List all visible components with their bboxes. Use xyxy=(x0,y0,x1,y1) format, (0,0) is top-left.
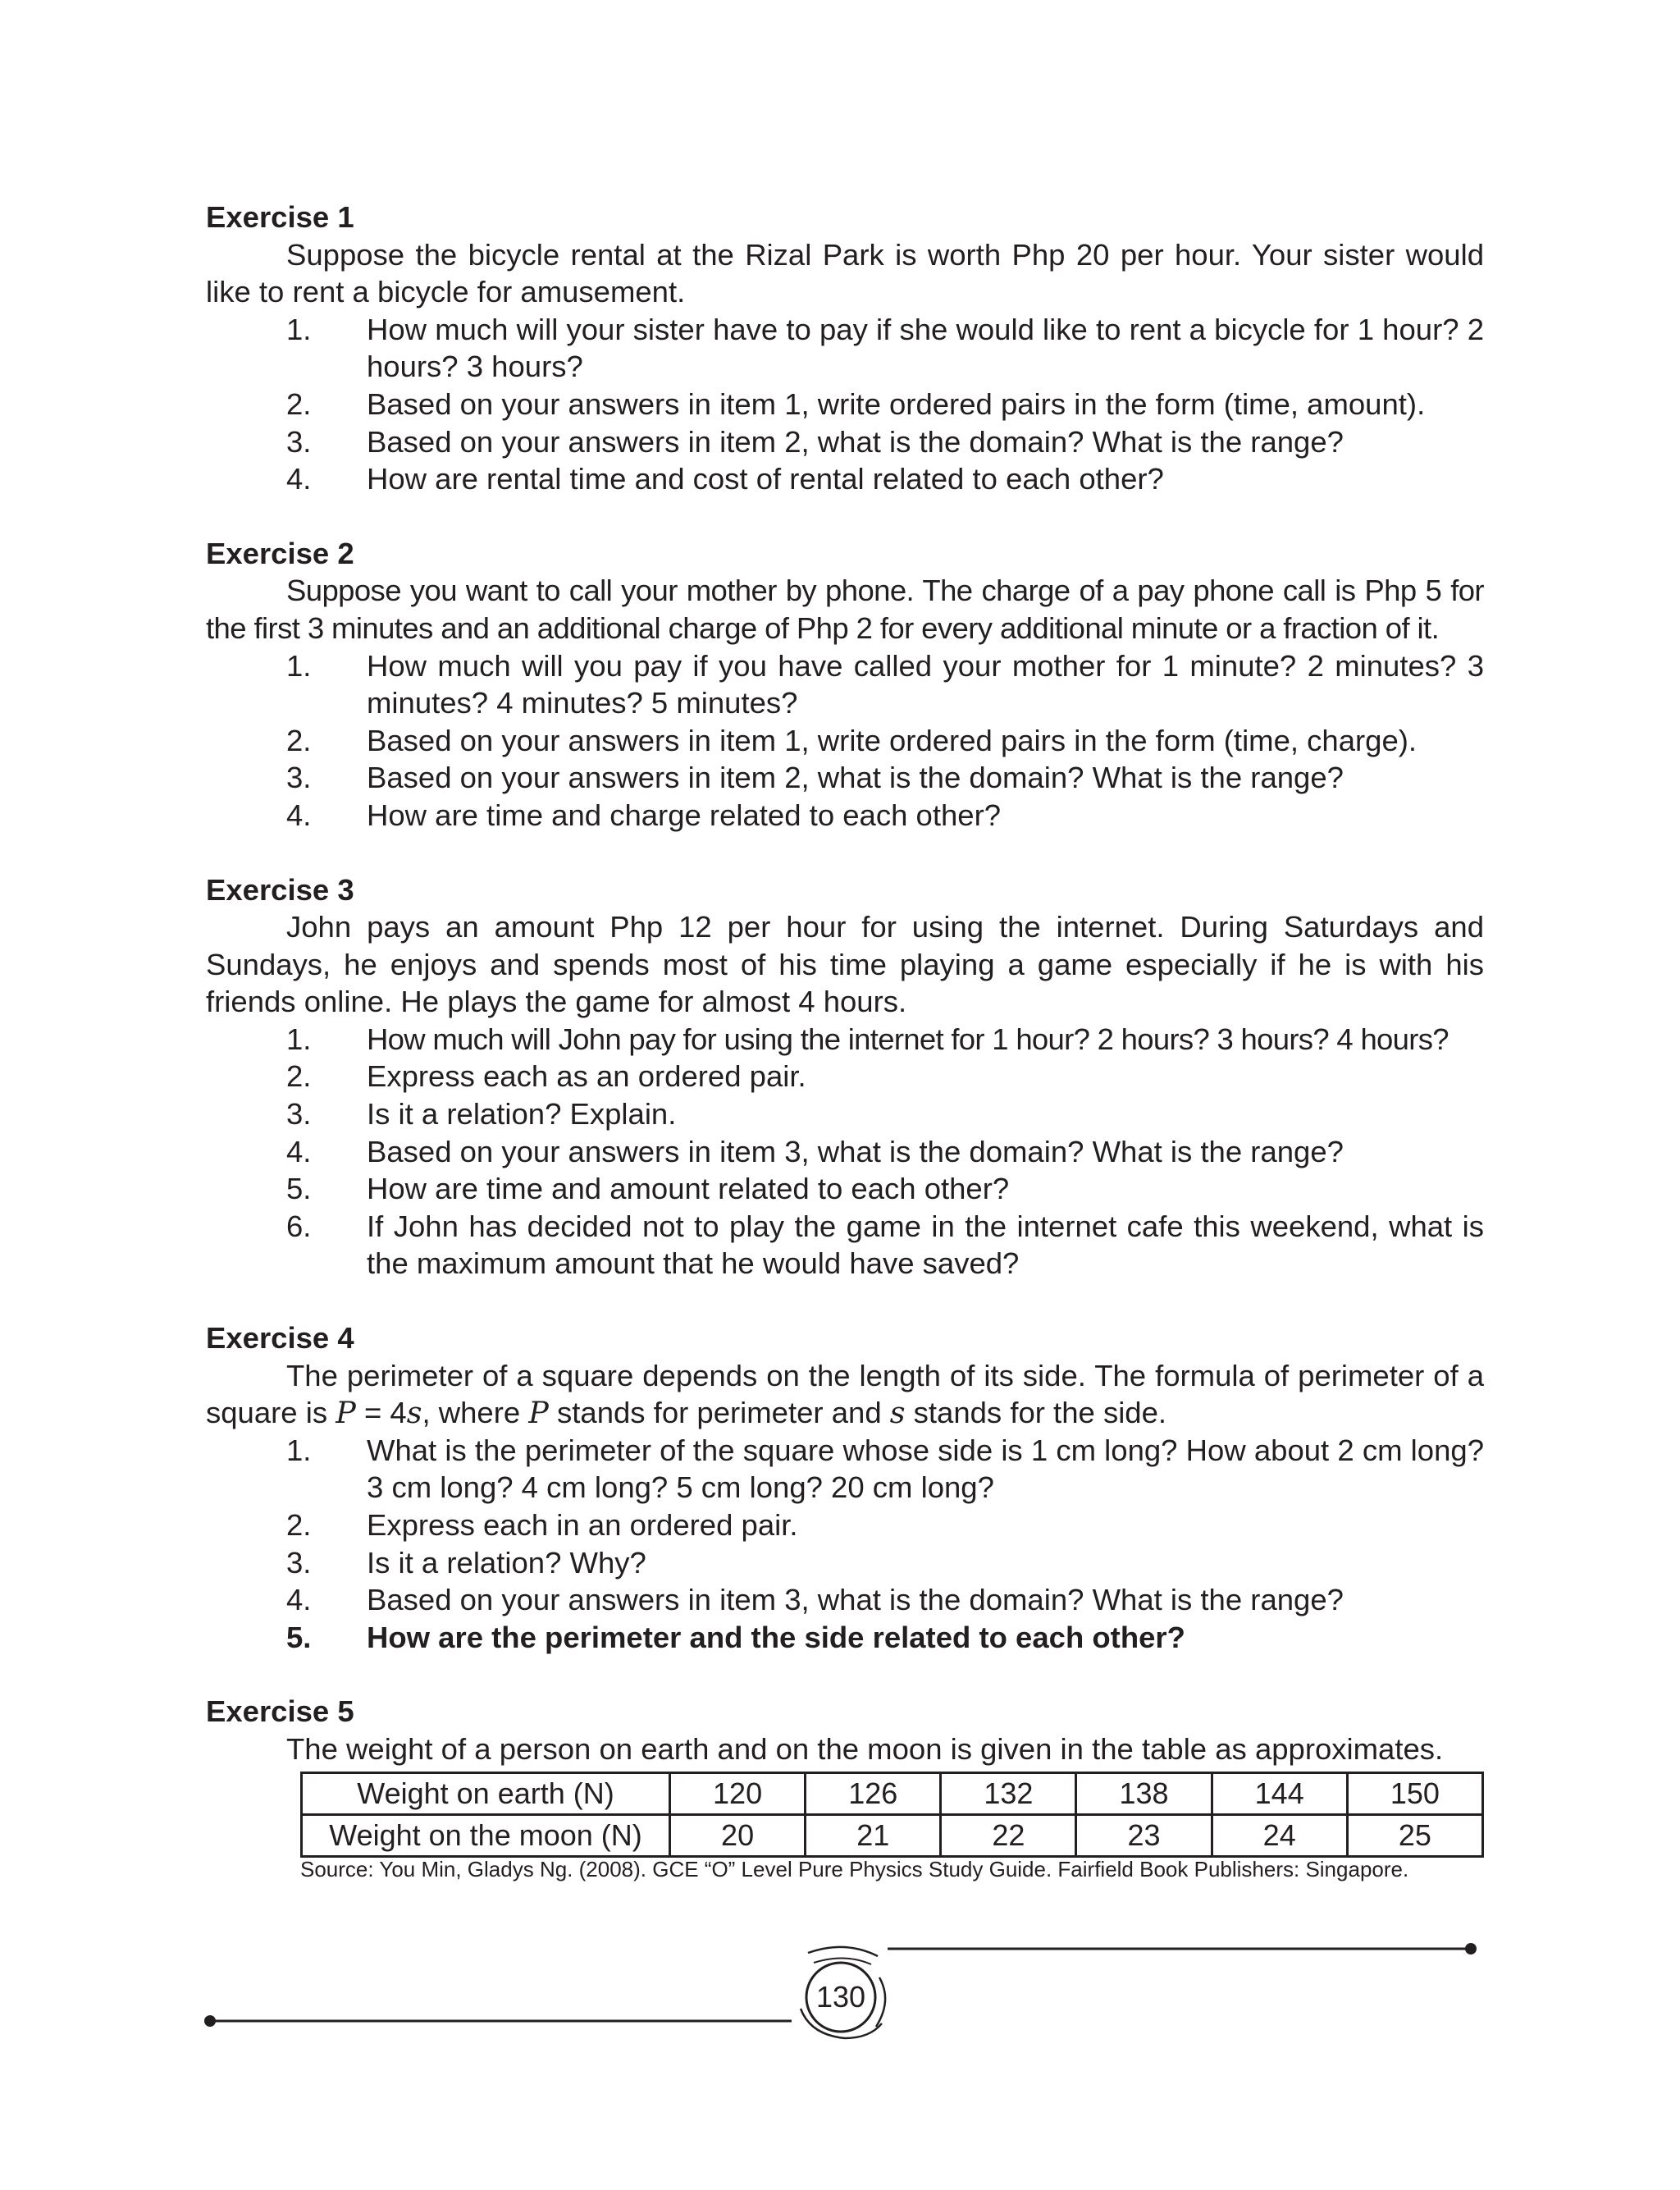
variable-p: P xyxy=(336,1395,356,1431)
item-text: Based on your answers in item 1, write ordered pairs in the form (time, amount). xyxy=(367,386,1426,421)
item-number: 1. xyxy=(286,648,312,683)
item-number: 4. xyxy=(286,462,312,496)
intro-text: stands for the side. xyxy=(905,1396,1167,1430)
item-text: How much will John pay for using the internet for 1 hour? 2 hours? 3 hours? 4 hours? xyxy=(367,1022,1449,1056)
variable-s: s xyxy=(889,1395,906,1431)
list-item xyxy=(206,647,1484,722)
exercise-5 xyxy=(206,1693,1484,1880)
exercise-3 xyxy=(206,871,1484,1283)
variable-s: s xyxy=(406,1395,422,1431)
table-cell: 144 xyxy=(1212,1772,1347,1814)
item-text: How are time and amount related to each other? xyxy=(367,1172,1010,1206)
item-text: What is the perimeter of the square whose side is 1 cm long? How about 2 cm long? 3 cm long? 4 cm long? 5 cm long? 20 cm long? xyxy=(367,1433,1484,1505)
table-row xyxy=(302,1814,1483,1856)
item-text: How are rental time and cost of rental related to each other? xyxy=(367,462,1164,496)
item-number: 3. xyxy=(286,761,312,795)
item-text: Is it a relation? Why? xyxy=(367,1545,646,1580)
item-number: 2. xyxy=(286,1508,312,1542)
item-number: 2. xyxy=(286,1059,312,1094)
item-number: 4. xyxy=(286,1134,312,1168)
list-item xyxy=(206,460,1484,498)
swoosh-arc-top-inner xyxy=(814,1958,871,1964)
table-row xyxy=(302,1772,1483,1814)
list-item xyxy=(206,1581,1484,1619)
exercise-intro: Suppose you want to call your mother by phone. The charge of a pay phone call is Php 5 for the first 3 minutes and an additional charge of Php 2 for every additional minute or a fraction of it. xyxy=(206,574,1484,645)
list-item xyxy=(206,1432,1484,1506)
list-item xyxy=(206,1170,1484,1208)
item-number: 1. xyxy=(286,312,312,346)
item-number: 2. xyxy=(286,386,312,421)
exercise-title: Exercise 1 xyxy=(206,200,354,234)
item-text: Express each as an ordered pair. xyxy=(367,1059,806,1094)
page-number: 130 xyxy=(815,1980,866,2014)
table-row-header: Weight on earth (N) xyxy=(302,1772,670,1814)
page-content xyxy=(206,199,1484,1881)
list-item xyxy=(206,1058,1484,1095)
item-number: 1. xyxy=(286,1022,312,1056)
exercise-title: Exercise 2 xyxy=(206,536,354,570)
table-row-header: Weight on the moon (N) xyxy=(302,1814,670,1856)
table-cell: 126 xyxy=(806,1772,941,1814)
item-text: If John has decided not to play the game in the internet cafe this weekend, what is the maximum amount that he would have saved? xyxy=(367,1209,1484,1281)
list-item xyxy=(206,1095,1484,1133)
table-cell: 21 xyxy=(806,1814,941,1856)
item-number: 4. xyxy=(286,798,312,832)
exercise-intro: John pays an amount Php 12 per hour for using the internet. During Saturdays and Sundays, he enjoys and spends most of his time playing a game especially if he is with his friends online. He plays the game for almost 4 hours. xyxy=(206,910,1484,1019)
item-number: 3. xyxy=(286,1097,312,1132)
item-text: How much will you pay if you have called your mother for 1 minute? 2 minutes? 3 minutes? 4 minutes? 5 minutes? xyxy=(367,648,1484,720)
list-item xyxy=(206,722,1484,760)
item-text: Is it a relation? Explain. xyxy=(367,1097,677,1132)
table-cell: 150 xyxy=(1347,1772,1482,1814)
item-text: Based on your answers in item 1, write ordered pairs in the form (time, charge). xyxy=(367,723,1418,757)
intro-text: stands for perimeter and xyxy=(548,1396,890,1430)
list-item xyxy=(206,1021,1484,1058)
item-number: 2. xyxy=(286,723,312,757)
list-item xyxy=(206,1133,1484,1171)
item-text: How are the perimeter and the side related to each other? xyxy=(367,1620,1185,1654)
item-number: 6. xyxy=(286,1209,312,1243)
exercise-intro xyxy=(206,1357,1484,1432)
table-cell: 24 xyxy=(1212,1814,1347,1856)
list-item xyxy=(206,311,1484,386)
list-item xyxy=(206,1506,1484,1544)
exercise-title: Exercise 4 xyxy=(206,1321,354,1356)
table-cell: 23 xyxy=(1076,1814,1212,1856)
list-item xyxy=(206,423,1484,461)
exercise-title: Exercise 3 xyxy=(206,872,354,907)
item-text: How much will your sister have to pay if she would like to rent a bicycle for 1 hour? 2 hours? 3 hours? xyxy=(367,312,1484,384)
table-cell: 20 xyxy=(670,1814,806,1856)
table-source-citation: Source: You Min, Gladys Ng. (2008). GCE “O” Level Pure Physics Study Guide. Fairfield Book Publishers: Singapore. xyxy=(300,1856,1409,1881)
intro-text: The perimeter of a square depends on the length of its side. The formula of perimeter of a square is xyxy=(206,1358,1484,1430)
item-text: How are time and charge related to each other? xyxy=(367,798,1002,832)
intro-text: = 4 xyxy=(355,1396,407,1430)
table-cell: 138 xyxy=(1076,1772,1212,1814)
item-number: 4. xyxy=(286,1583,312,1617)
swoosh-arc-right xyxy=(876,1977,885,2027)
item-number: 5. xyxy=(286,1172,312,1206)
item-number: 3. xyxy=(286,424,312,459)
swoosh-arc-top xyxy=(808,1947,878,1956)
exercise-1 xyxy=(206,199,1484,498)
item-number: 5. xyxy=(286,1620,312,1654)
item-number: 3. xyxy=(286,1545,312,1580)
table-cell: 25 xyxy=(1347,1814,1482,1856)
list-item xyxy=(206,386,1484,423)
exercise-intro: Suppose the bicycle rental at the Rizal Park is worth Php 20 per hour. Your sister would like to rent a bicycle for amusement. xyxy=(206,237,1484,309)
exercise-title: Exercise 5 xyxy=(206,1694,354,1729)
item-text: Based on your answers in item 3, what is the domain? What is the range? xyxy=(367,1134,1344,1168)
table-cell: 22 xyxy=(941,1814,1076,1856)
table-cell: 132 xyxy=(941,1772,1076,1814)
exercise-intro: The weight of a person on earth and on the moon is given in the table as approximates. xyxy=(286,1731,1444,1766)
list-item xyxy=(206,759,1484,797)
list-item xyxy=(206,797,1484,834)
variable-p: P xyxy=(528,1395,549,1431)
intro-text: , where xyxy=(422,1396,529,1430)
list-item xyxy=(206,1544,1484,1582)
item-number: 1. xyxy=(286,1433,312,1467)
table-cell: 120 xyxy=(670,1772,806,1814)
item-text: Based on your answers in item 2, what is the domain? What is the range? xyxy=(367,761,1344,795)
item-text: Express each in an ordered pair. xyxy=(367,1508,798,1542)
list-item xyxy=(206,1619,1484,1657)
item-text: Based on your answers in item 3, what is the domain? What is the range? xyxy=(367,1583,1344,1617)
footer-dot-right xyxy=(1465,1943,1477,1955)
weight-table xyxy=(300,1772,1484,1858)
item-text: Based on your answers in item 2, what is the domain? What is the range? xyxy=(367,424,1344,459)
list-item xyxy=(206,1208,1484,1282)
exercise-2 xyxy=(206,535,1484,834)
footer-dot-left xyxy=(204,2015,216,2027)
exercise-4 xyxy=(206,1319,1484,1656)
